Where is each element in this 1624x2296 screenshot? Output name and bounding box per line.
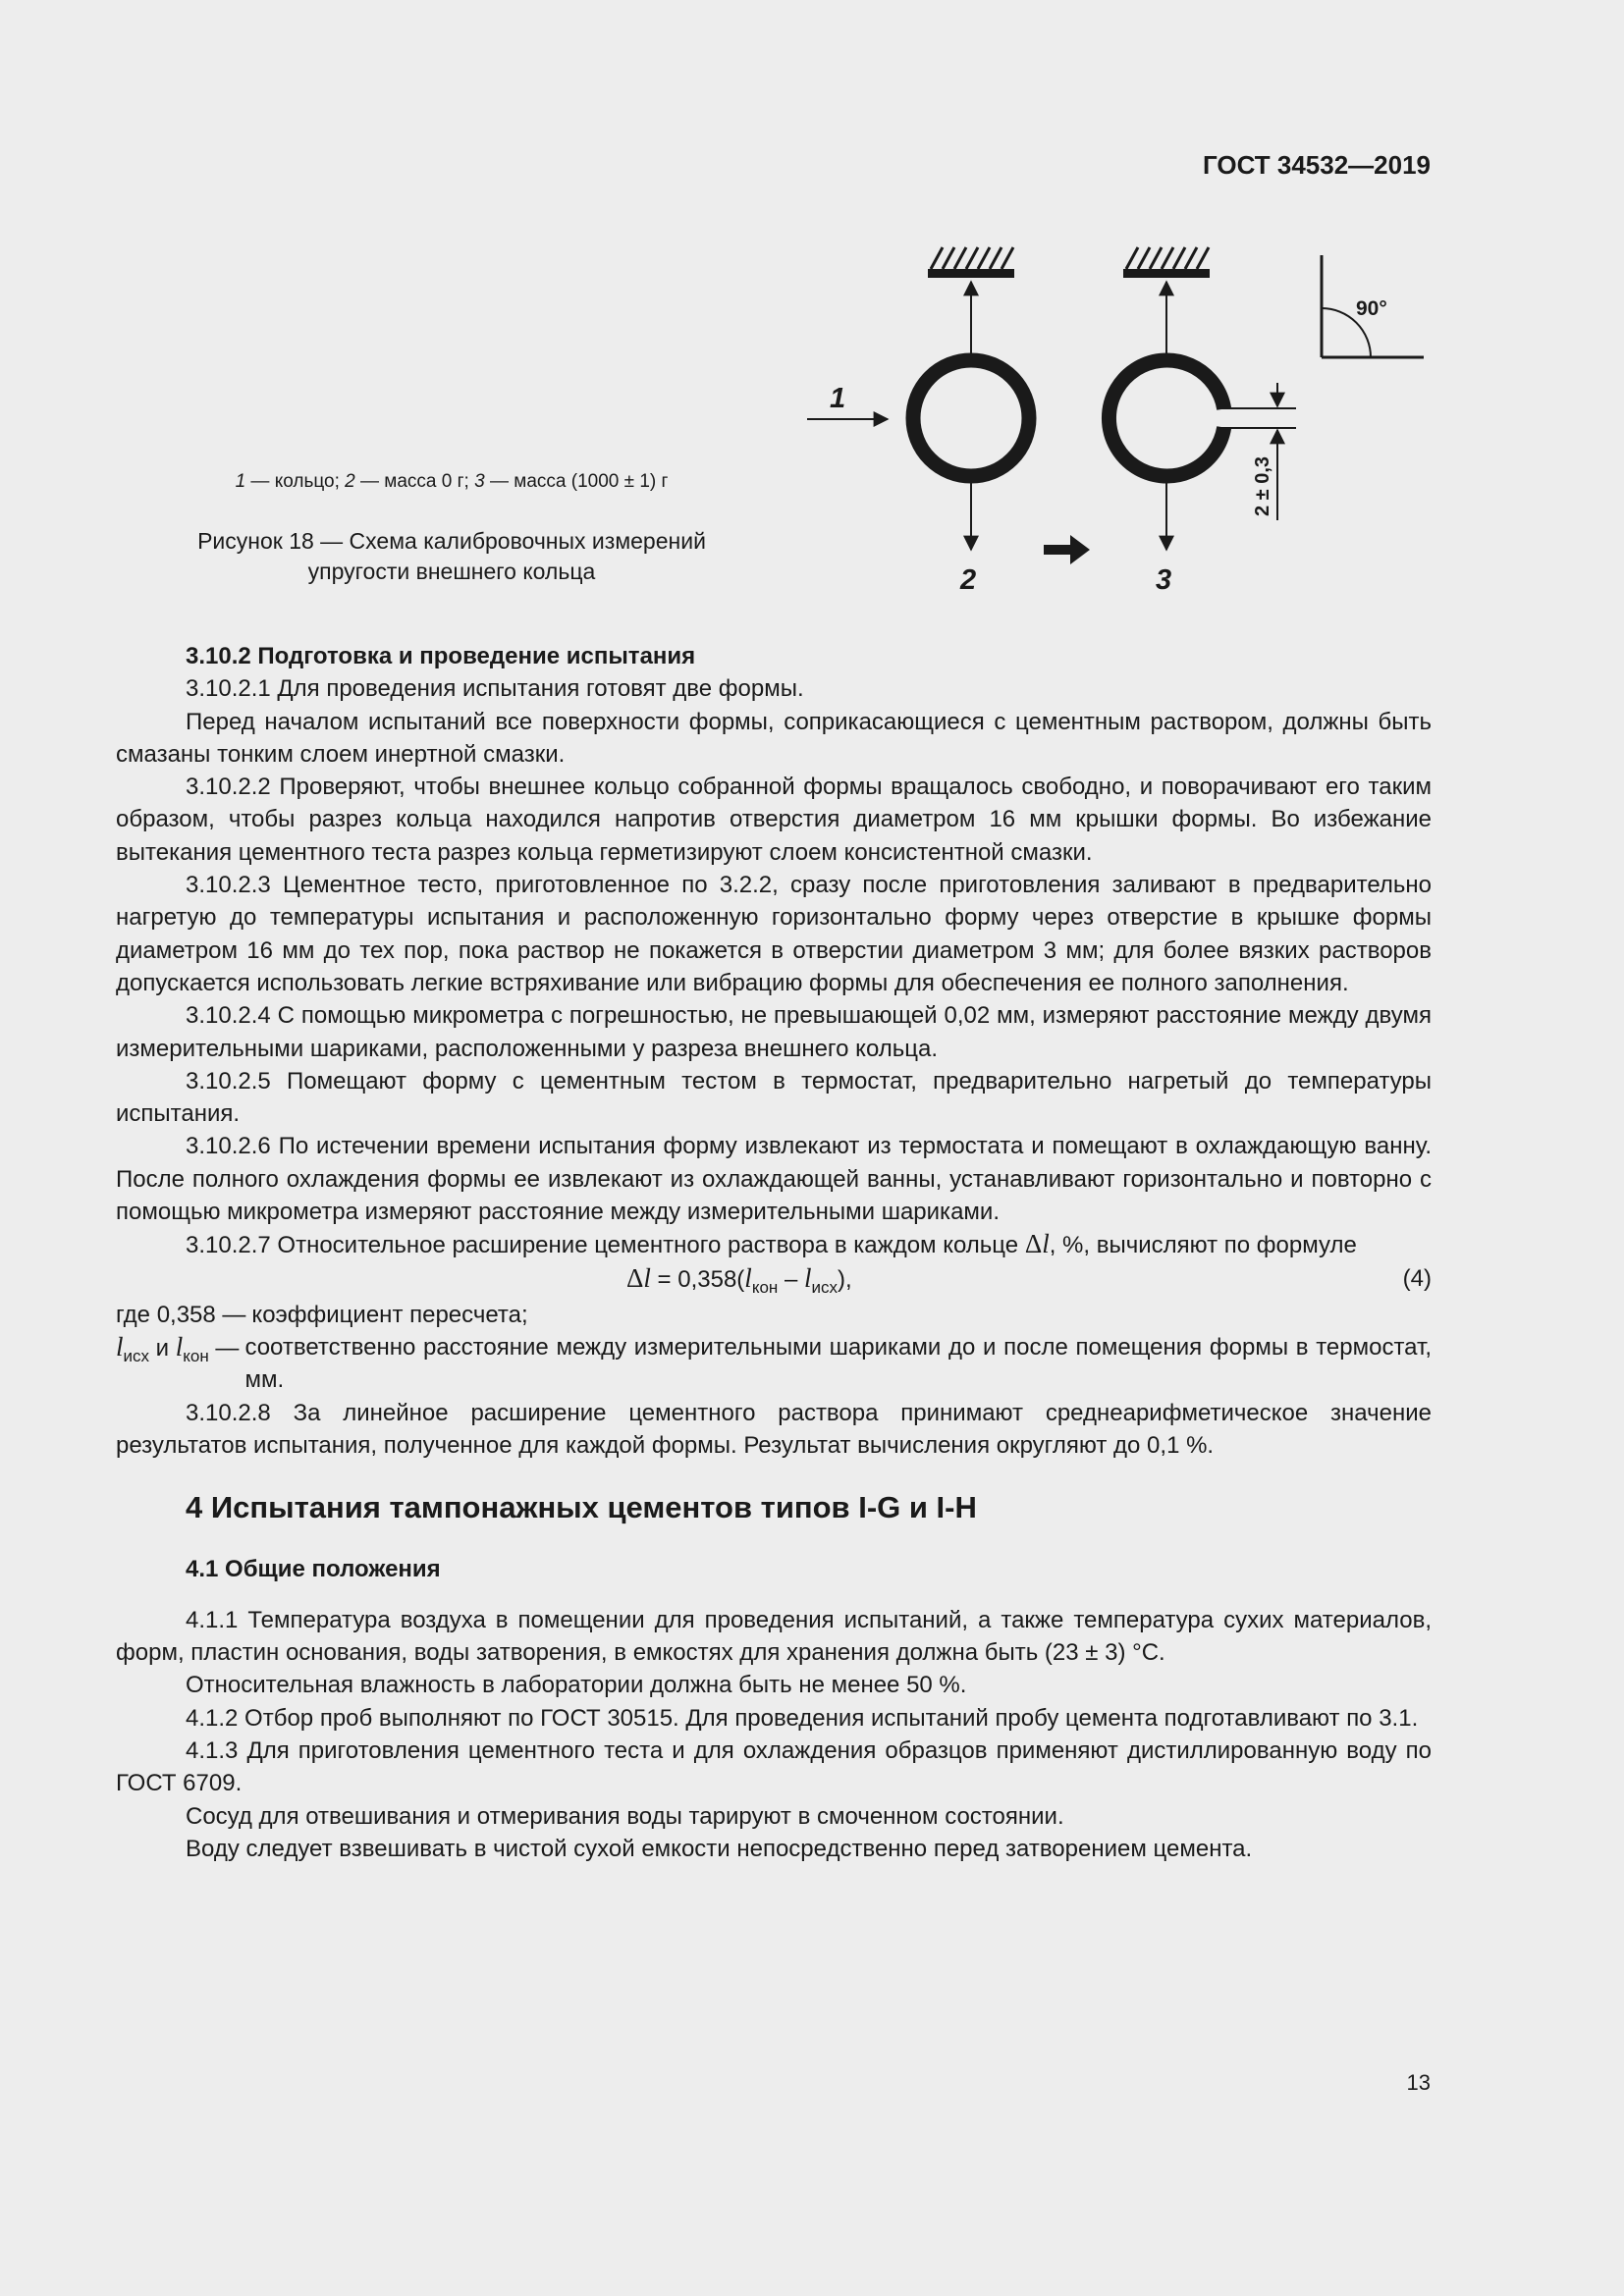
figure-18-diagram xyxy=(785,226,1473,609)
section-4-title: 4 Испытания тампонажных цементов типов I-G и I-H xyxy=(186,1490,977,1525)
figure-label-1: 1 xyxy=(830,383,846,414)
support-hatch-left xyxy=(928,247,1014,278)
figure-label-3: 3 xyxy=(1156,564,1172,596)
paragraph: 4.1.3 Для приготовления цементного теста и для охлаждения образцов применяют дистиллированную воду по ГОСТ 6709. xyxy=(116,1736,1432,1797)
paragraph: Относительная влажность в лаборатории должна быть не менее 50 %. xyxy=(186,1672,967,1699)
paragraph: Перед началом испытаний все поверхности формы, соприкасающиеся с цементным раствором, должны быть смазаны тонким слоем инертной смазки. xyxy=(116,708,1432,768)
paragraph: 3.10.2.5 Помещают форму с цементным тестом в термостат, предварительно нагретый до температуры испытания. xyxy=(116,1067,1432,1128)
paragraph: 3.10.2.8 За линейное расширение цементного раствора принимают среднеарифметическое значение результатов испытания, полученное для каждой формы. Результат вычисления округляют до 0,1 %. xyxy=(116,1399,1432,1459)
gap-dimension-label: 2 ± 0,3 xyxy=(1252,455,1273,516)
figure-label-2: 2 xyxy=(960,564,977,596)
paragraph: 3.10.2.7 Относительное расширение цементного раствора в каждом кольце Δl, %, вычисляют по формуле xyxy=(186,1229,1357,1259)
paragraph: Воду следует взвешивать в чистой сухой емкости непосредственно перед затворением цемента. xyxy=(186,1835,1253,1862)
support-hatch-right xyxy=(1123,247,1210,278)
page-number: 13 xyxy=(1406,2070,1431,2095)
paragraph: 4.1.2 Отбор проб выполняют по ГОСТ 30515. Для проведения испытаний пробу цемента подготавливают по 3.1. xyxy=(186,1704,1419,1732)
ring-closed xyxy=(913,360,1029,476)
paragraph: 4.1.1 Температура воздуха в помещении для проведения испытаний, а также температура сухих материалов, форм, пластин основания, воды затворения, в емкостях для хранения должна быть (23 ± 3) °С. xyxy=(116,1606,1432,1667)
transition-arrow-icon xyxy=(1044,535,1090,564)
paragraph: 3.10.2.1 Для проведения испытания готовят две формы. xyxy=(186,675,804,703)
where-item: где 0,358 — коэффициент пересчета; xyxy=(116,1301,528,1328)
paragraph: 3.10.2.6 По истечении времени испытания форму извлекают из термостата и помещают в охлаждающую ванну. После полного охлаждения формы ее извлекают из охлаждающей ванны, устанавливают горизонтально и повторно с помощью микрометра измеряют расстояние между измерительными шариками. xyxy=(116,1133,1432,1226)
formula-4: $\Delta l = 0,358(l_{кон} - l_{исх})$, (4) xyxy=(626,1262,1432,1297)
document-id: ГОСТ 34532—2019 xyxy=(1203,150,1431,180)
ring-with-cut xyxy=(1109,360,1223,476)
figure-legend: 1 — кольцо; 2 — масса 0 г; 3 — масса (1000 ± 1) г xyxy=(235,471,669,492)
paragraph: Сосуд для отвешивания и отмеривания воды тарируют в смоченном состоянии. xyxy=(186,1802,1064,1830)
angle-label: 90° xyxy=(1356,297,1387,320)
paragraph: 3.10.2.2 Проверяют, чтобы внешнее кольцо собранной формы вращалось свободно, и поворачивают его таким образом, чтобы разрез кольца находился напротив отверстия диаметром 16 мм крышки формы. Во избежание вытекания цементного теста разрез кольца герметизируют слоем консистентной смазки. xyxy=(116,774,1432,866)
formula-number: (4) xyxy=(1402,1264,1432,1292)
heading-4-1: 4.1 Общие положения xyxy=(186,1556,441,1583)
paragraph: 3.10.2.3 Цементное тесто, приготовленное по 3.2.2, сразу после приготовления заливают в предварительно нагретую до температуры испытания и расположенную горизонтально форму через отверстие в крышке формы диаметром 16 мм до тех пор, пока раствор не покажется в отверстии диаметром 3 мм; для более вязких растворов допускается использовать легкие встряхивание или вибрацию формы для обеспечения ее полного заполнения. xyxy=(116,872,1432,996)
figure-caption: Рисунок 18 — Схема калибровочных измерений упругости внешнего кольца xyxy=(197,528,706,584)
where-item: $l_{исх}$ и $l_{кон}$ — соответственно расстояние между измерительными шариками до и после помещения формы в термостат, мм. xyxy=(116,1331,1432,1394)
paragraph: 3.10.2.4 С помощью микрометра с погрешностью, не превышающей 0,02 мм, измеряют расстояние между двумя измерительными шариками, расположенными у разреза внешнего кольца. xyxy=(116,1002,1432,1062)
document-body xyxy=(116,640,1432,1865)
heading-3-10-2: 3.10.2 Подготовка и проведение испытания xyxy=(186,643,696,669)
